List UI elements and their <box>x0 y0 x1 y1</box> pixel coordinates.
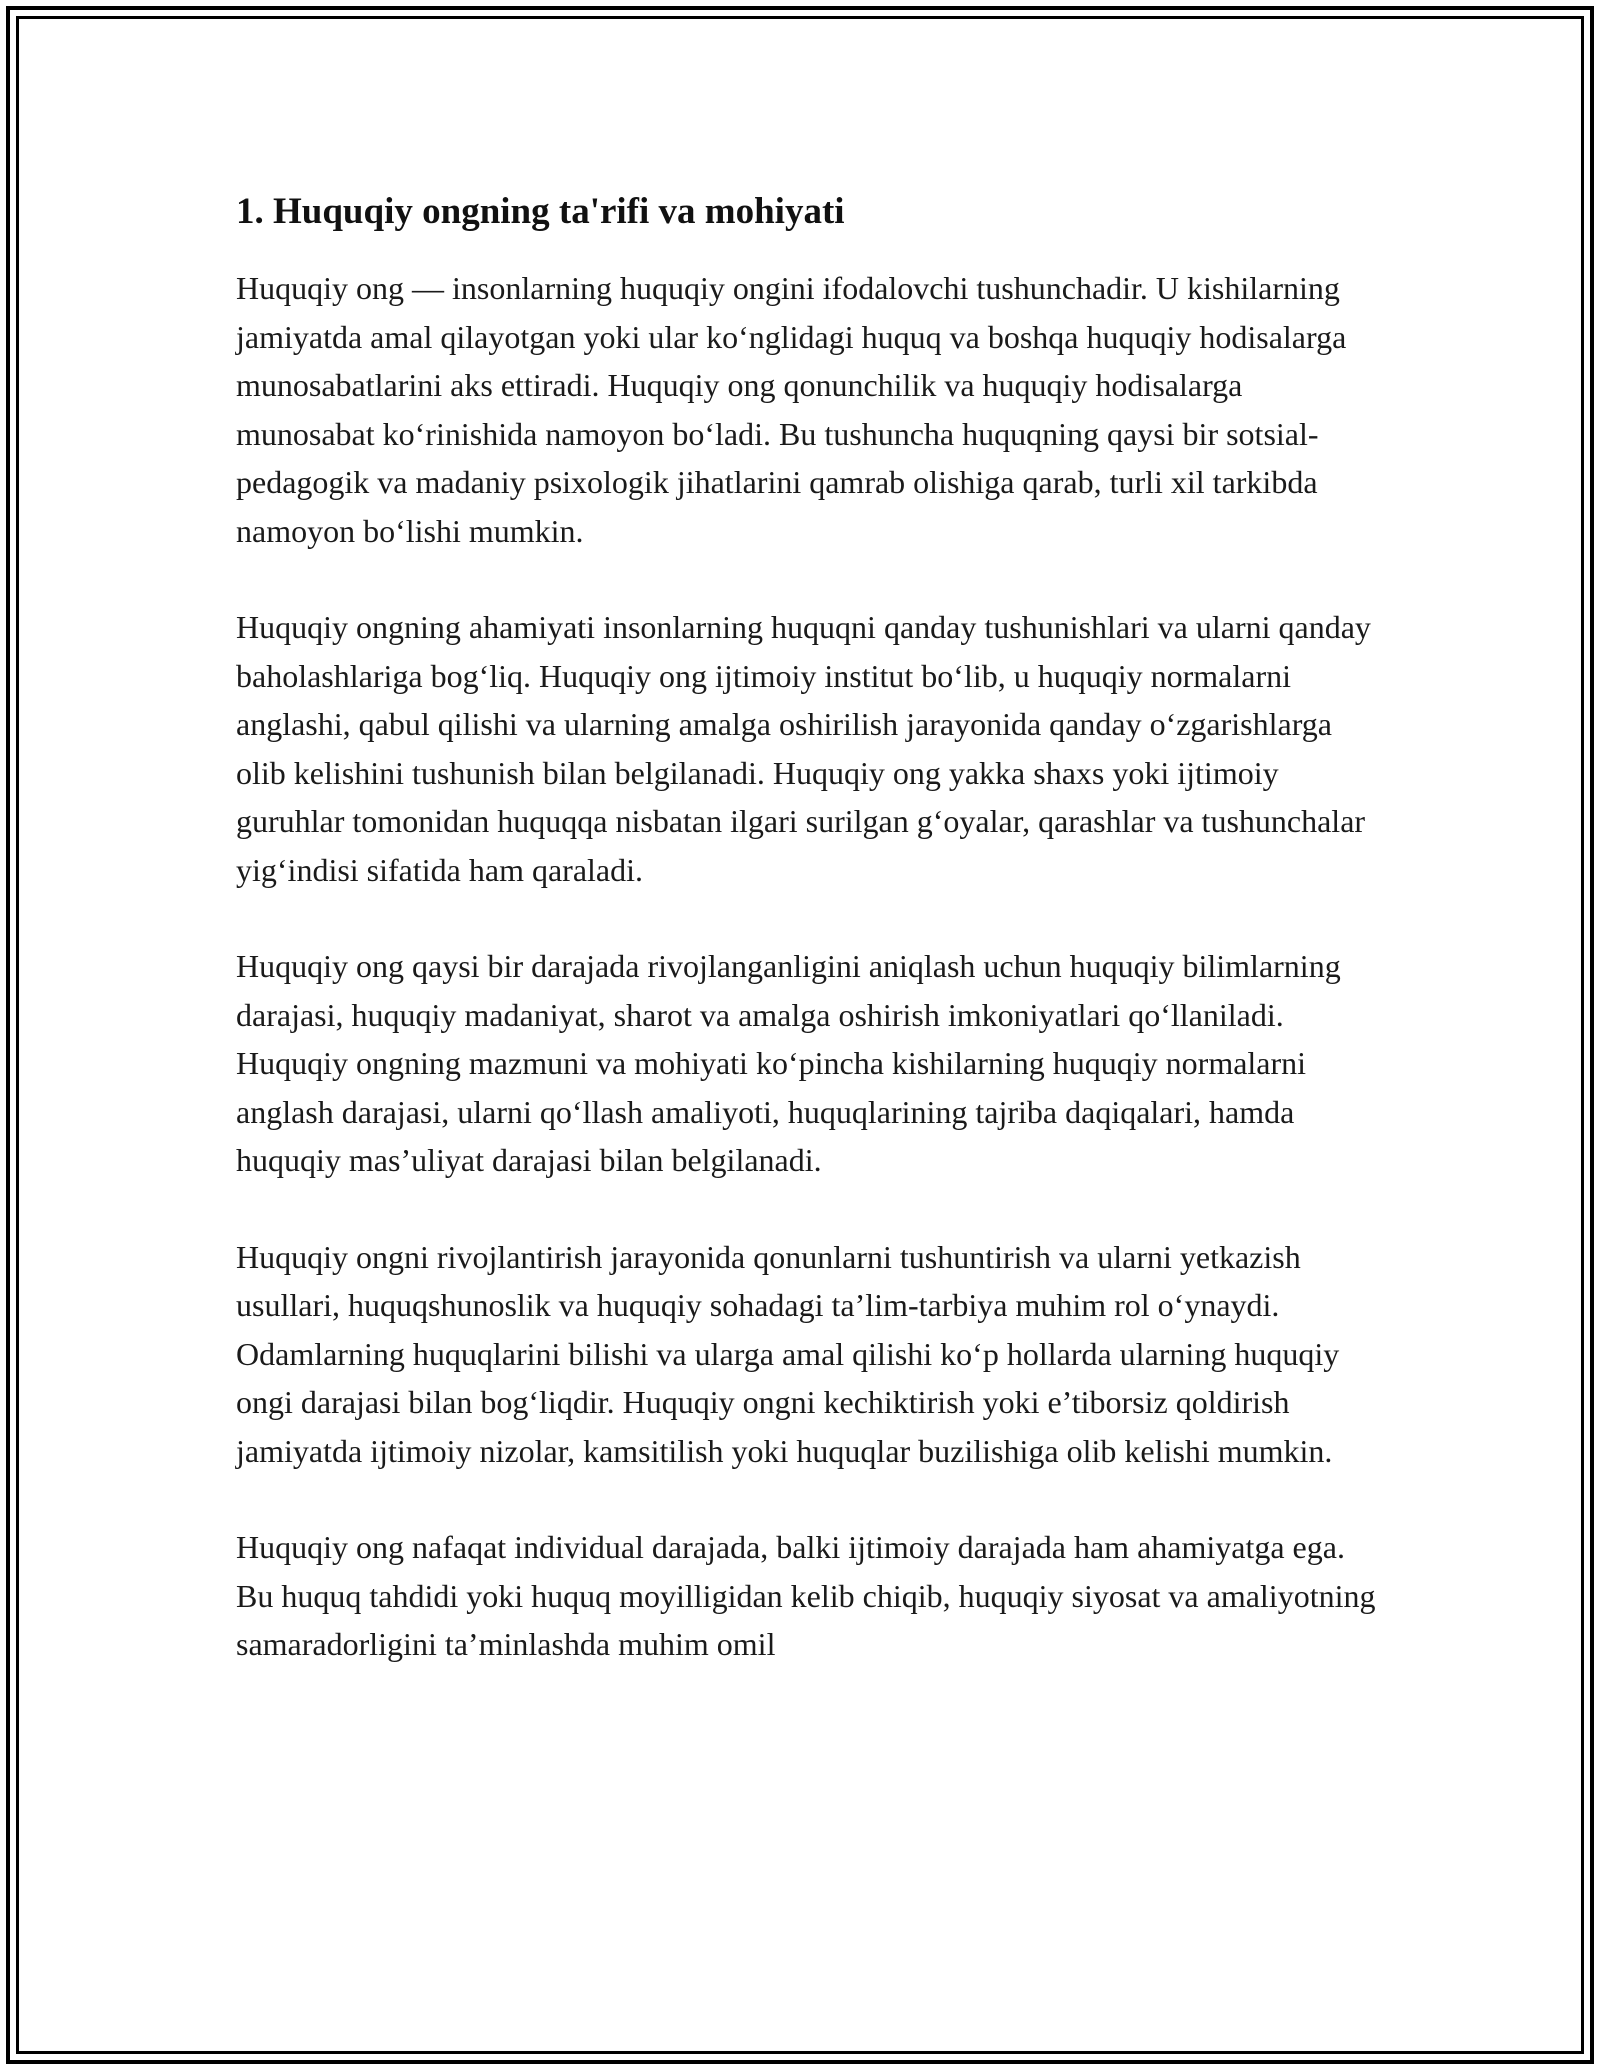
paragraph-1: Huquqiy ong — insonlarning huquqiy ongini ifodalovchi tushunchadir. U kishilarning jamiyatda amal qilayotgan yoki ular koʻnglidagi huquq va boshqa huquqiy hodisalarga munosabatlarini aks ettiradi. Huquqiy ong qonunchilik va huquqiy hodisalarga munosabat koʻrinishida namoyon boʻladi. Bu tushuncha huquqning qaysi bir sotsial-pedagogik va madaniy psixologik jihatlarini qamrab olishiga qarab, turli xil tarkibda namoyon boʻlishi mumkin. <box>236 270 1347 549</box>
paragraph-2: Huquqiy ongning ahamiyati insonlarning huquqni qanday tushunishlari va ularni qanday baholashlariga bogʻliq. Huquqiy ong ijtimoiy institut boʻlib, u huquqiy normalarni anglashi, qabul qilishi va ularning amalga oshirilish jarayonida qanday oʻzgarishlarga olib kelishini tushunish bilan belgilanadi. Huquqiy ong yakka shaxs yoki ijtimoiy guruhlar tomonidan huquqqa nisbatan ilgari surilgan gʻoyalar, qarashlar va tushunchalar yigʻindisi sifatida ham qaraladi. <box>236 609 1371 888</box>
section-heading: 1. Huquqiy ongning ta'rifi va mohiyati <box>236 191 845 232</box>
paragraph-5: Huquqiy ong nafaqat individual darajada, balki ijtimoiy darajada ham ahamiyatga ega. Bu huquq tahdidi yoki huquq moyilligidan kelib chiqib, huquqiy siyosat va amaliyotning samaradorligini ta’minlashda muhim omil <box>236 1529 1376 1662</box>
document-body <box>236 186 1386 1669</box>
paragraph-4: Huquqiy ongni rivojlantirish jarayonida qonunlarni tushuntirish va ularni yetkazish usullari, huquqshunoslik va huquqiy sohadagi ta’lim-tarbiya muhim rol oʻynaydi. Odamlarning huquqlarini bilishi va ularga amal qilishi koʻp hollarda ularning huquqiy ongi darajasi bilan bogʻliqdir. Huquqiy ongni kechiktirish yoki e’tiborsiz qoldirish jamiyatda ijtimoiy nizolar, kamsitilish yoki huquqlar buzilishiga olib kelishi mumkin. <box>236 1238 1340 1469</box>
paragraph-3: Huquqiy ong qaysi bir darajada rivojlanganligini aniqlash uchun huquqiy bilimlarning darajasi, huquqiy madaniyat, sharot va amalga oshirish imkoniyatlari qoʻllaniladi. Huquqiy ongning mazmuni va mohiyati koʻpincha kishilarning huquqiy normalarni anglash darajasi, ularni qoʻllash amaliyoti, huquqlarining tajriba daqiqalari, hamda huquqiy mas’uliyat darajasi bilan belgilanadi. <box>236 948 1341 1178</box>
